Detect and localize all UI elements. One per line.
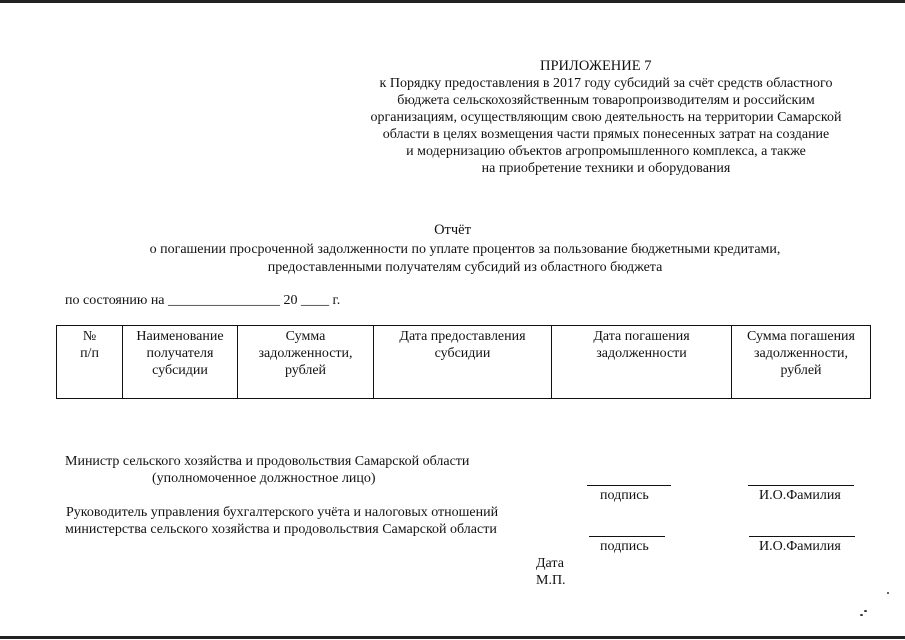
minister-name-line: [748, 485, 854, 486]
appendix-line: на приобретение техники и оборудования: [481, 161, 731, 176]
column-header-recipient-name: Наименование получателя субсидии: [123, 326, 238, 399]
scan-speck: [860, 614, 863, 616]
top-border-line: [0, 0, 905, 3]
stamp-label: М.П.: [536, 573, 566, 588]
report-table: [56, 325, 871, 399]
appendix-line: организациям, осуществляющим свою деятельность на территории Самарской: [370, 110, 842, 125]
minister-signature-line: [587, 485, 671, 486]
minister-signature-caption: подпись: [600, 488, 649, 503]
appendix-line: бюджета сельскохозяйственным товаропроизводителям и российским: [397, 93, 815, 108]
report-subtitle-line: предоставленными получателям субсидий из областного бюджета: [267, 259, 663, 275]
department-head-signature-line: [589, 536, 665, 537]
minister-name-caption: И.О.Фамилия: [759, 488, 841, 503]
minister-title: Министр сельского хозяйства и продовольствия Самарской области: [65, 454, 470, 469]
appendix-title: ПРИЛОЖЕНИЕ 7: [540, 58, 652, 74]
as-of-date-field: по состоянию на ________________ 20 ____ г.: [65, 293, 341, 308]
bottom-border-line: [0, 636, 905, 639]
date-label: Дата: [536, 556, 564, 571]
minister-subtitle: (уполномоченное должностное лицо): [152, 471, 376, 486]
column-header-subsidy-date: Дата предоставления субсидии: [374, 326, 552, 399]
appendix-description: [340, 75, 872, 177]
department-head-signature-caption: подпись: [600, 539, 649, 554]
scan-speck: [887, 592, 889, 594]
appendix-line: и модернизацию объектов агропромышленного комплекса, а также: [406, 144, 806, 159]
column-header-repayment-date: Дата погашения задолженности: [552, 326, 732, 399]
column-header-debt-amount: Сумма задолженности, рублей: [238, 326, 374, 399]
appendix-line: области в целях возмещения части прямых понесенных затрат на создание: [382, 127, 830, 142]
table-header-row: [57, 326, 871, 399]
report-subtitle: [80, 241, 850, 276]
department-head-subtitle: министерства сельского хозяйства и продовольствия Самарской области: [65, 522, 497, 537]
appendix-line: к Порядку предоставления в 2017 году субсидий за счёт средств областного: [379, 76, 833, 91]
department-head-name-caption: И.О.Фамилия: [759, 539, 841, 554]
department-head-name-line: [749, 536, 855, 537]
column-header-repayment-amount: Сумма погашения задолженности, рублей: [732, 326, 871, 399]
department-head-title: Руководитель управления бухгалтерского учёта и налоговых отношений: [66, 505, 499, 520]
column-header-number: № п/п: [57, 326, 123, 399]
report-title: Отчёт: [434, 222, 471, 238]
scan-speck: [864, 610, 867, 612]
report-subtitle-line: о погашении просроченной задолженности по уплате процентов за пользование бюджетными кредитами,: [149, 242, 781, 257]
